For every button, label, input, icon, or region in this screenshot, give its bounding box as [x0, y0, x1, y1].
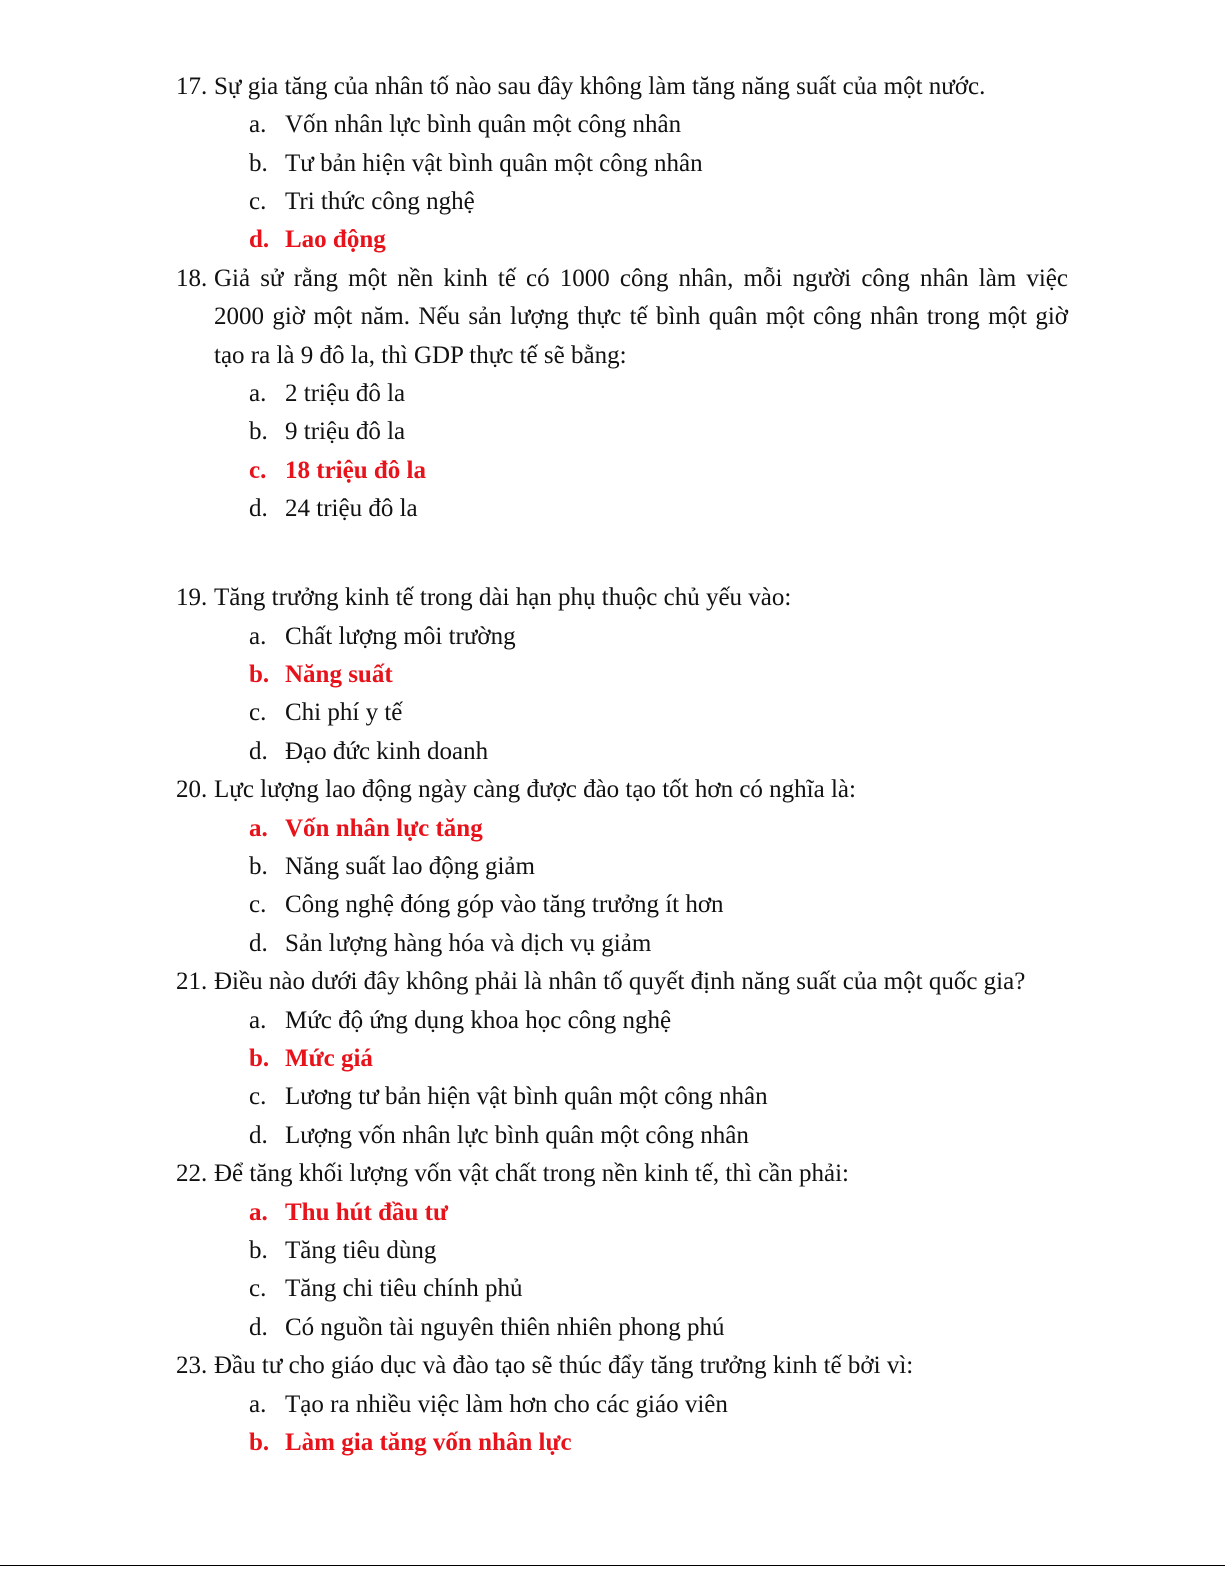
- option-letter: c.: [249, 457, 267, 484]
- option-letter: b.: [249, 1429, 270, 1456]
- option-text: Vốn nhân lực bình quân một công nhân: [285, 111, 682, 138]
- option-text: Công nghệ đóng góp vào tăng trưởng ít hơn: [285, 891, 724, 918]
- question-text: Để tăng khối lượng vốn vật chất trong nền kinh tế, thì cần phải:: [214, 1160, 849, 1187]
- option-text: 18 triệu đô la: [285, 457, 426, 484]
- option-letter: a.: [249, 380, 267, 407]
- option-letter: a.: [249, 111, 267, 138]
- option-text: Tư bản hiện vật bình quân một công nhân: [285, 150, 703, 177]
- option-text: Chất lượng môi trường: [285, 623, 516, 650]
- option-text: Năng suất lao động giảm: [285, 853, 535, 880]
- question-number: 21.: [176, 968, 208, 995]
- question-text: Giả sử rằng một nền kinh tế có 1000 công nhân, mỗi người công nhân làm việc: [214, 265, 1068, 292]
- option-letter: a.: [249, 815, 268, 842]
- page-bottom-divider: [0, 1565, 1225, 1566]
- option-letter: a.: [249, 623, 267, 650]
- question-text: Sự gia tăng của nhân tố nào sau đây không làm tăng năng suất của một nước.: [214, 73, 986, 100]
- option-letter: c.: [249, 1083, 267, 1110]
- question-number: 20.: [176, 776, 208, 803]
- option-letter: c.: [249, 699, 267, 726]
- option-text: 24 triệu đô la: [285, 495, 418, 522]
- question-number: 23.: [176, 1352, 208, 1379]
- option-text: Lượng vốn nhân lực bình quân một công nhân: [285, 1122, 749, 1149]
- question-number: 17.: [176, 73, 208, 100]
- option-text: Sản lượng hàng hóa và dịch vụ giảm: [285, 930, 652, 957]
- option-letter: c.: [249, 1275, 267, 1302]
- option-text: Tri thức công nghệ: [285, 188, 475, 215]
- option-letter: d.: [249, 495, 268, 522]
- option-text: Thu hút đầu tư: [285, 1199, 449, 1226]
- option-letter: a.: [249, 1391, 267, 1418]
- option-text: Chi phí y tế: [285, 699, 403, 726]
- option-letter: a.: [249, 1007, 267, 1034]
- option-text: Tăng tiêu dùng: [285, 1237, 437, 1264]
- option-letter: d.: [249, 1314, 268, 1341]
- question-text: Tăng trưởng kinh tế trong dài hạn phụ thuộc chủ yếu vào:: [214, 584, 792, 611]
- option-letter: b.: [249, 418, 268, 445]
- option-text: Làm gia tăng vốn nhân lực: [285, 1429, 572, 1456]
- option-text: Lương tư bản hiện vật bình quân một công nhân: [285, 1083, 768, 1110]
- option-text: Năng suất: [285, 661, 393, 688]
- option-letter: d.: [249, 930, 268, 957]
- option-letter: d.: [249, 738, 268, 765]
- option-text: Tạo ra nhiều việc làm hơn cho các giáo viên: [285, 1391, 728, 1418]
- question-number: 19.: [176, 584, 208, 611]
- option-text: Mức độ ứng dụng khoa học công nghệ: [285, 1007, 672, 1034]
- option-letter: b.: [249, 661, 270, 688]
- question-number: 22.: [176, 1160, 208, 1187]
- option-text: Có nguồn tài nguyên thiên nhiên phong phú: [285, 1314, 725, 1341]
- option-letter: b.: [249, 150, 268, 177]
- option-text: Đạo đức kinh doanh: [285, 738, 489, 765]
- question-text: tạo ra là 9 đô la, thì GDP thực tế sẽ bằng:: [214, 342, 627, 369]
- question-text: Lực lượng lao động ngày càng được đào tạo tốt hơn có nghĩa là:: [214, 776, 856, 803]
- option-letter: c.: [249, 188, 267, 215]
- option-text: Tăng chi tiêu chính phủ: [285, 1275, 523, 1302]
- question-text: Đầu tư cho giáo dục và đào tạo sẽ thúc đẩy tăng trưởng kinh tế bởi vì:: [214, 1352, 914, 1379]
- option-text: 9 triệu đô la: [285, 418, 406, 445]
- option-letter: b.: [249, 1237, 268, 1264]
- option-letter: a.: [249, 1199, 268, 1226]
- option-text: Vốn nhân lực tăng: [285, 815, 483, 842]
- option-letter: b.: [249, 1045, 270, 1072]
- option-letter: c.: [249, 891, 267, 918]
- option-letter: d.: [249, 1122, 268, 1149]
- option-text: 2 triệu đô la: [285, 380, 406, 407]
- option-letter: b.: [249, 853, 268, 880]
- option-text: Lao động: [285, 226, 386, 253]
- question-number: 18.: [176, 265, 208, 292]
- question-text: 2000 giờ một năm. Nếu sản lượng thực tế bình quân một công nhân trong một giờ: [214, 303, 1068, 330]
- question-text: Điều nào dưới đây không phải là nhân tố quyết định năng suất của một quốc gia?: [214, 968, 1026, 995]
- option-text: Mức giá: [285, 1045, 373, 1072]
- option-letter: d.: [249, 226, 270, 253]
